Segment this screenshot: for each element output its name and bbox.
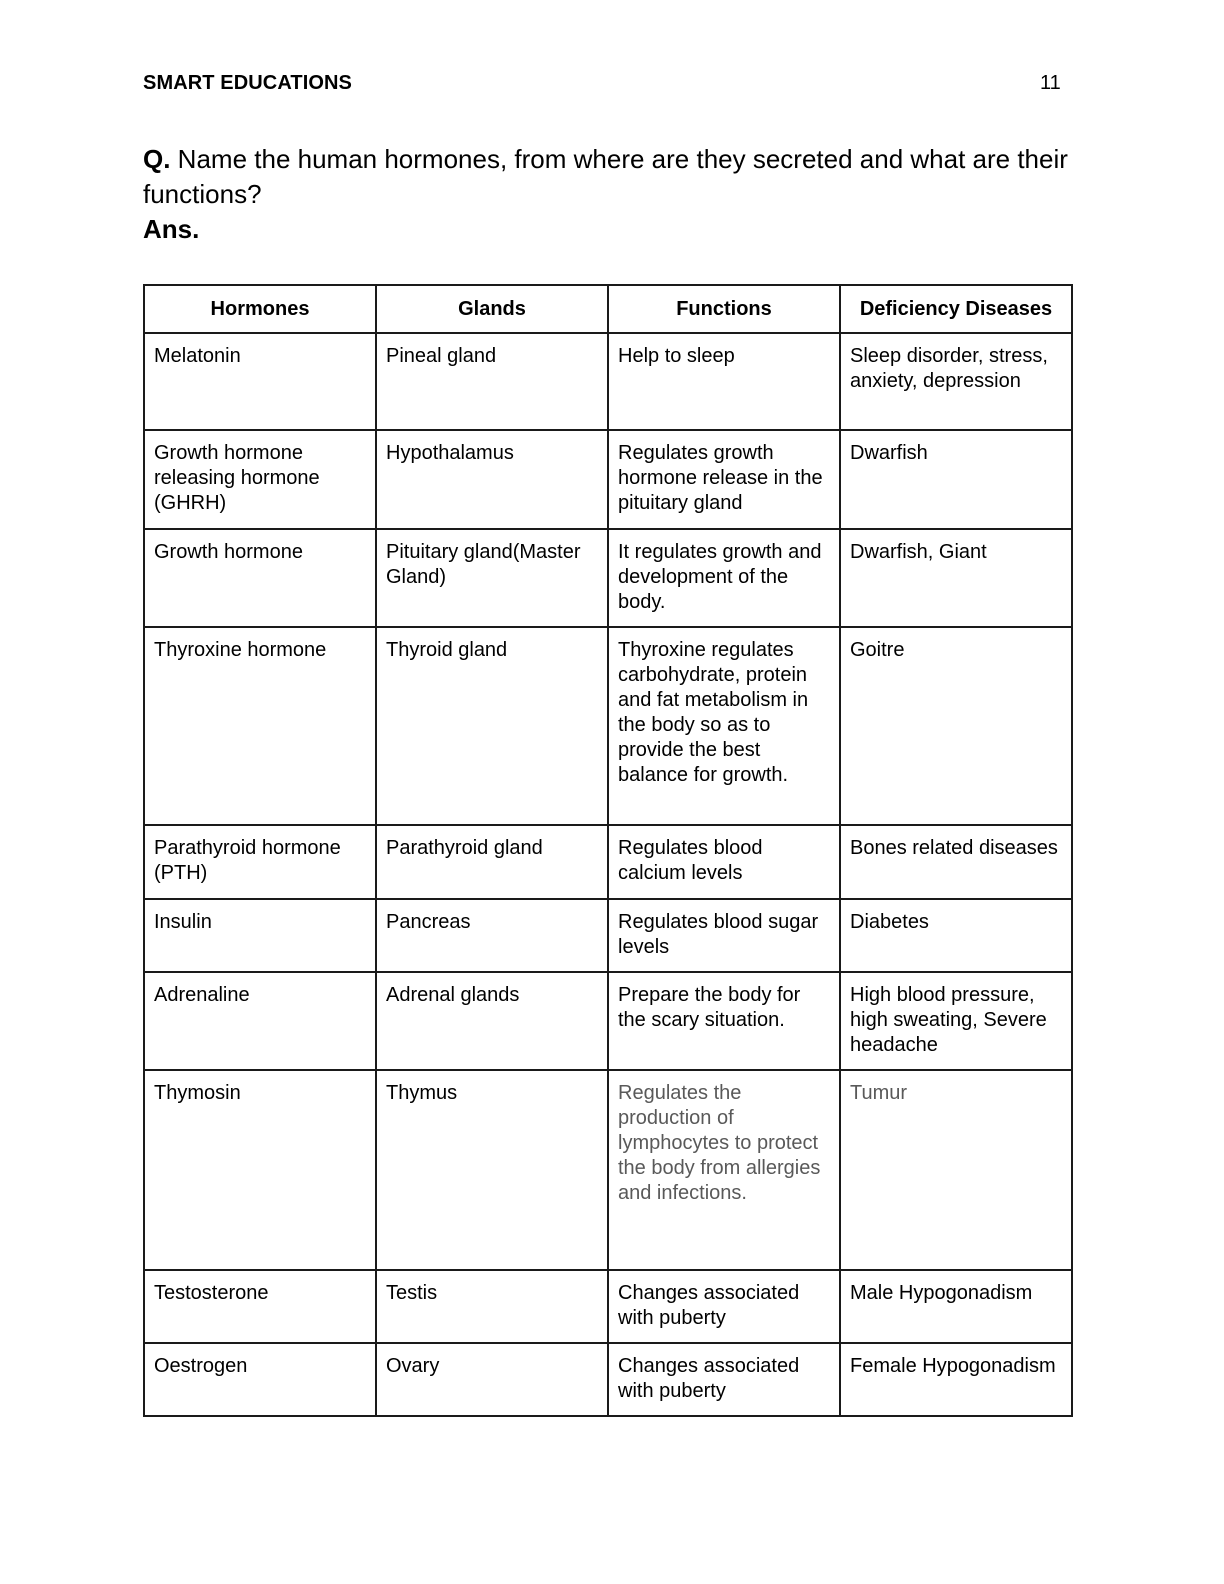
disease-cell: Bones related diseases <box>840 825 1072 899</box>
disease-cell: Male Hypogonadism <box>840 1270 1072 1343</box>
hormone-cell: Testosterone <box>144 1270 376 1343</box>
table-row <box>144 972 1072 1070</box>
table-row <box>144 333 1072 430</box>
table-row <box>144 1343 1072 1416</box>
question <box>143 142 1073 212</box>
table-row <box>144 627 1072 825</box>
table-row <box>144 1070 1072 1270</box>
function-cell: Regulates blood calcium levels <box>608 825 840 899</box>
disease-cell: Sleep disorder, stress, anxiety, depression <box>840 333 1072 430</box>
gland-cell: Adrenal glands <box>376 972 608 1070</box>
hormone-cell: Oestrogen <box>144 1343 376 1416</box>
table-row <box>144 825 1072 899</box>
column-header-glands: Glands <box>376 285 608 333</box>
hormone-cell: Thymosin <box>144 1070 376 1270</box>
disease-cell: Goitre <box>840 627 1072 825</box>
hormone-cell: Growth hormone <box>144 529 376 627</box>
column-header-functions: Functions <box>608 285 840 333</box>
disease-cell: Female Hypogonadism <box>840 1343 1072 1416</box>
question-text: Name the human hormones, from where are they secreted and what are their functions? <box>143 144 1068 209</box>
gland-cell: Pituitary gland(Master Gland) <box>376 529 608 627</box>
column-header-deficiency-diseases: Deficiency Diseases <box>840 285 1072 333</box>
function-cell: Help to sleep <box>608 333 840 430</box>
column-header-hormones: Hormones <box>144 285 376 333</box>
gland-cell: Hypothalamus <box>376 430 608 529</box>
hormone-cell: Thyroxine hormone <box>144 627 376 825</box>
document-header-brand: SMART EDUCATIONS <box>143 72 353 94</box>
function-cell: Regulates the production of lymphocytes to protect the body from allergies and infections. <box>608 1070 840 1270</box>
gland-cell: Pineal gland <box>376 333 608 430</box>
function-cell: Regulates growth hormone release in the pituitary gland <box>608 430 840 529</box>
disease-cell: Dwarfish, Giant <box>840 529 1072 627</box>
function-cell: Changes associated with puberty <box>608 1343 840 1416</box>
gland-cell: Parathyroid gland <box>376 825 608 899</box>
table-header-row <box>144 285 1072 333</box>
disease-cell: Dwarfish <box>840 430 1072 529</box>
disease-cell: Tumur <box>840 1070 1072 1270</box>
question-prefix: Q. <box>143 144 171 174</box>
disease-cell: Diabetes <box>840 899 1072 972</box>
hormone-cell: Insulin <box>144 899 376 972</box>
gland-cell: Thyroid gland <box>376 627 608 825</box>
gland-cell: Pancreas <box>376 899 608 972</box>
table-row <box>144 430 1072 529</box>
answer-label: Ans. <box>143 214 200 244</box>
gland-cell: Testis <box>376 1270 608 1343</box>
hormone-cell: Growth hormone releasing hormone (GHRH) <box>144 430 376 529</box>
function-cell: Prepare the body for the scary situation. <box>608 972 840 1070</box>
page-number: 11 <box>1040 72 1061 94</box>
function-cell: Regulates blood sugar levels <box>608 899 840 972</box>
hormone-cell: Parathyroid hormone (PTH) <box>144 825 376 899</box>
table-row <box>144 1270 1072 1343</box>
gland-cell: Ovary <box>376 1343 608 1416</box>
table-row <box>144 899 1072 972</box>
hormone-cell: Adrenaline <box>144 972 376 1070</box>
table-row <box>144 529 1072 627</box>
function-cell: It regulates growth and development of the body. <box>608 529 840 627</box>
function-cell: Thyroxine regulates carbohydrate, protein and fat metabolism in the body so as to provide the best balance for growth. <box>608 627 840 825</box>
hormones-table <box>143 284 1073 1417</box>
gland-cell: Thymus <box>376 1070 608 1270</box>
hormone-cell: Melatonin <box>144 333 376 430</box>
disease-cell: High blood pressure, high sweating, Severe headache <box>840 972 1072 1070</box>
function-cell: Changes associated with puberty <box>608 1270 840 1343</box>
